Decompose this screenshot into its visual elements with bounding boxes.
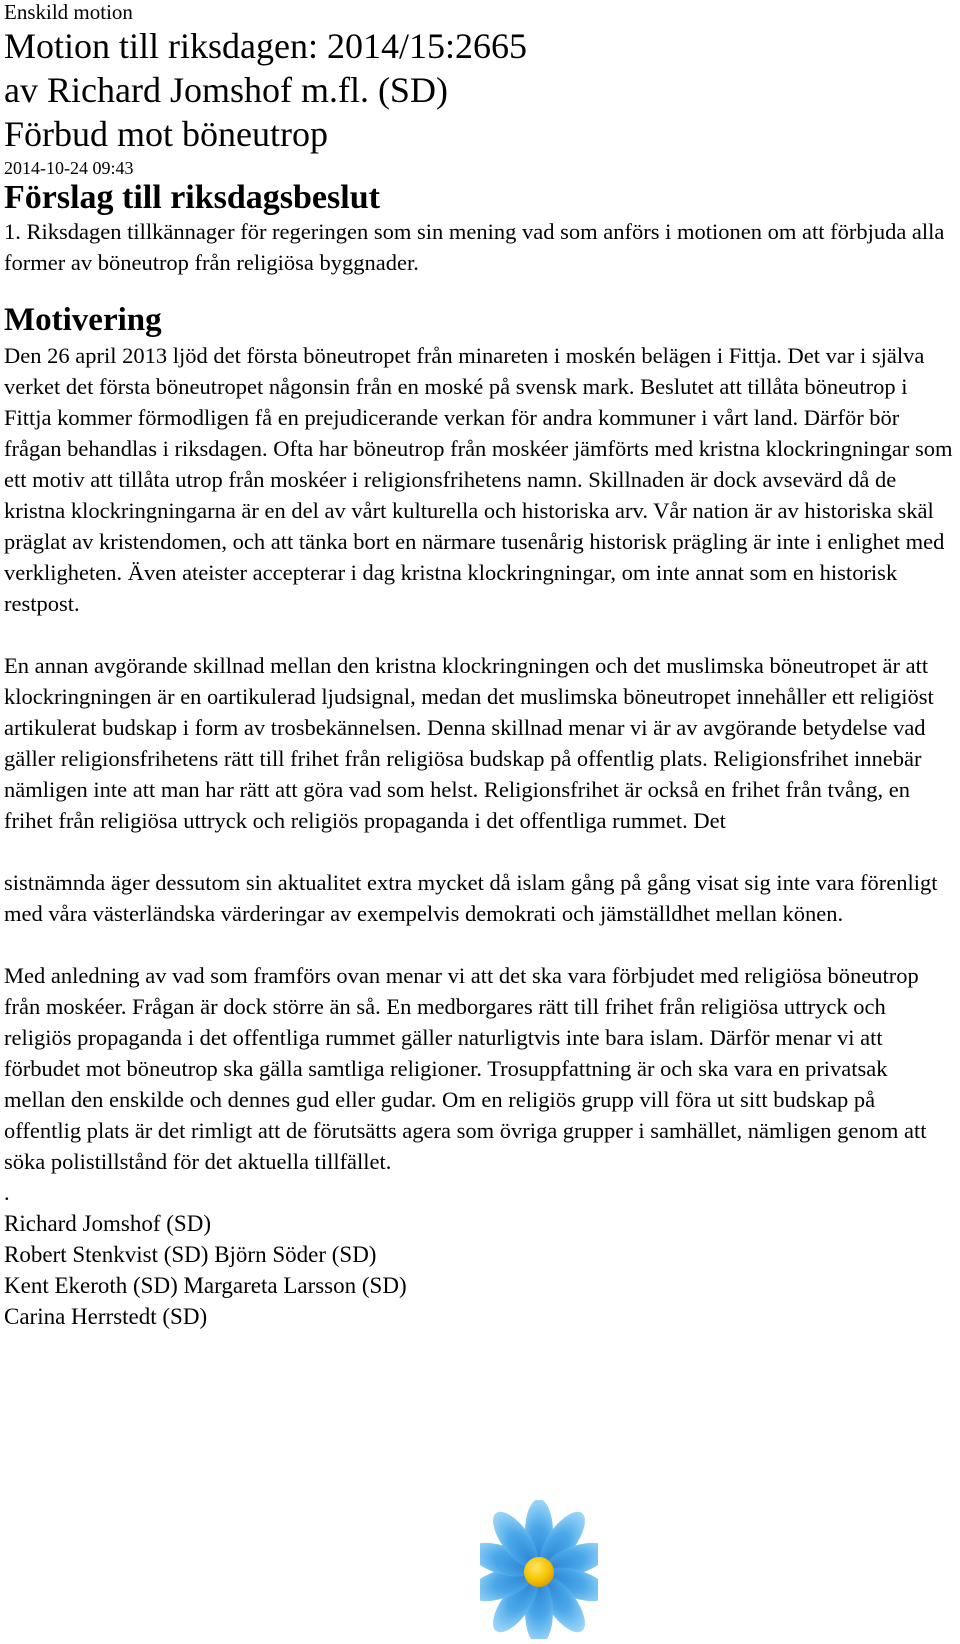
author-line: av Richard Jomshof m.fl. (SD) [4,70,448,110]
proposal-heading: Förslag till riksdagsbeslut [4,179,380,216]
motion-subject: Förbud mot böneutrop [4,114,328,154]
signers-list [4,1208,954,1332]
trailing-dot: . [4,1180,10,1205]
signer-line: Carina Herrstedt (SD) [4,1304,208,1329]
motivation-paragraph-3: sistnämnda äger dessutom sin aktualitet extra mycket då islam gång på gång visat sig inte vara förenligt med våra västerländska värderingar av exempelvis demokrati och jämställdhet mellan könen. [4,870,938,926]
paragraph-spacer [4,836,954,867]
signer-line: Robert Stenkvist (SD) Björn Söder (SD) [4,1242,377,1267]
flower-logo-svg [480,1500,598,1639]
proposal-text: 1. Riksdagen tillkännager för regeringen som sin mening vad som anförs i motionen om att förbjuda alla former av böneutrop från religiösa byggnader. [4,219,945,275]
motivation-heading: Motivering [4,302,162,338]
motivation-paragraph-2: En annan avgörande skillnad mellan den kristna klockringningen och det muslimska böneutropet är att klockringningen är en oartikulerad ljudsignal, medan det muslimska böneutropet innehåller ett religiöst artikulerat budskap i form av trosbekännelsen. Denna skillnad menar vi är av avgörande betydelse vad gäller religionsfrihetens rätt till frihet från religiösa budskap på offentlig plats. Religionsfrihet innebär nämligen inte att man har rätt att göra vad som helst. Religionsfrihet är också en frihet från tvång, en frihet från religiösa uttryck och religiös propaganda i det offentliga rummet. Det [4,653,934,833]
blue-anemone-flower-icon [480,1500,598,1639]
motion-date: 2014-10-24 09:43 [4,158,134,178]
paragraph-spacer [4,929,954,960]
motion-number-title: Motion till riksdagen: 2014/15:2665 [4,26,527,66]
motivation-paragraph-1: Den 26 april 2013 ljöd det första böneutropet från minareten i moskén belägen i Fittja. Det var i själva verket det första böneutropet någonsin från en moské på svensk mark. Beslutet att tillåta böneutrop i Fittja kommer förmodligen få en prejudicerande verkan för andra kommuner i vårt land. Därför bör frågan behandlas i riksdagen. Ofta har böneutrop från moskéer jämförts med kristna klockringningar som ett motiv att tillåta utrop från moskéer i religionsfrihetens namn. Skillnaden är dock avsevärd då de kristna klockringningarna är en del av vårt kulturella och historiska arv. Vår nation är av historiska skäl präglat av kristendomen, och att tänka bort en närmare tusenårig historisk prägling är inte i enlighet med verkligheten. Även ateister accepterar i dag kristna klockringningar, om inte annat som en historisk restpost. [4,343,953,616]
signer-line: Kent Ekeroth (SD) Margareta Larsson (SD) [4,1273,407,1298]
motion-document [4,0,954,1332]
document-type-label: Enskild motion [4,0,133,24]
motivation-paragraph-4: Med anledning av vad som framförs ovan menar vi att det ska vara förbjudet med religiösa böneutrop från moskéer. Frågan är dock större än så. En medborgares rätt till frihet från religiösa uttryck och religiös propaganda i det offentliga rummet gäller naturligtvis inte bara islam. Därför menar vi att förbudet mot böneutrop ska gälla samtliga religioner. Trosuppfattning är och ska vara en privatsak mellan den enskilde och dennes gud eller gudar. Om en religiös grupp vill föra ut sitt budskap på offentlig plats är det rimligt att de förutsätts agera som övriga grupper i samhället, nämligen genom att söka polistillstånd för det aktuella tillfället. [4,963,927,1174]
signer-line: Richard Jomshof (SD) [4,1211,211,1236]
paragraph-spacer [4,619,954,650]
